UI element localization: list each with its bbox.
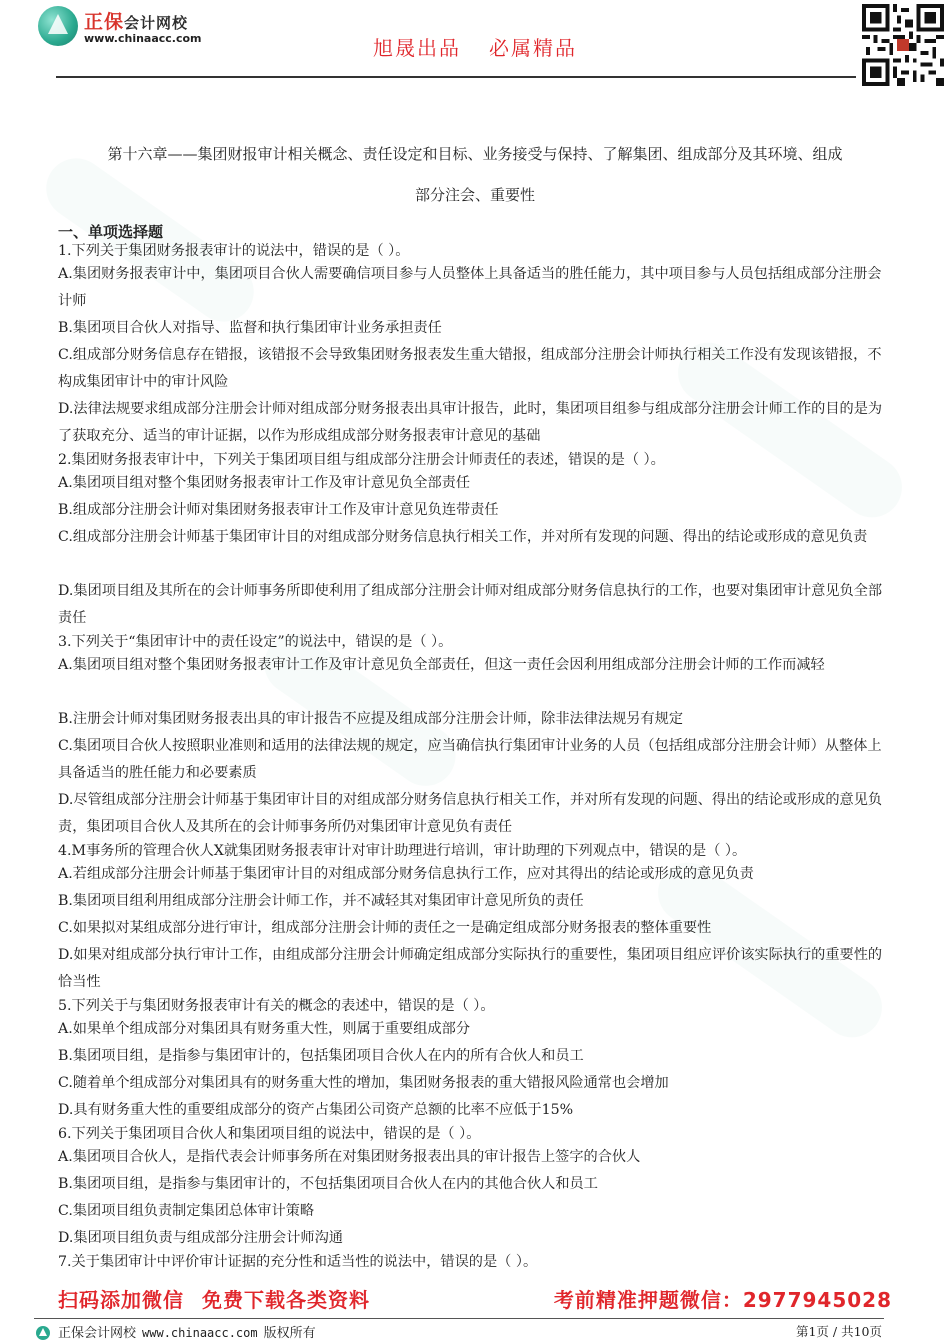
option-d: D.集团项目组负责与组成部分注册会计师沟通: [58, 1230, 343, 1246]
qr-code-icon: [862, 4, 944, 86]
option-c: C.集团项目组负责制定集团总体审计策略: [58, 1203, 315, 1219]
page-number: 第1页 / 共10页: [795, 1324, 882, 1339]
footer-logo-icon: [34, 1323, 54, 1341]
footer-rights: 版权所有: [263, 1326, 316, 1341]
promo-left: [58, 1284, 370, 1313]
footer-copyright: [58, 1322, 316, 1341]
question-stem: 2.集团财务报表审计中，下列关于集团项目组与组成部分注册会计师责任的表述，错误的是（ ）。: [58, 452, 665, 468]
chapter-title-line-2: 部分注会、重要性: [414, 186, 535, 204]
option-b: B.集团项目合伙人对指导、监督和执行集团审计业务承担责任: [58, 320, 442, 336]
question-4: [58, 841, 888, 996]
question-list: [58, 223, 888, 1272]
question-2: [58, 450, 888, 632]
logo-url: www.chinaacc.com: [84, 32, 202, 45]
question-stem: 4.M事务所的管理合伙人X就集团财务报表审计对审计助理进行培训，审计助理的下列观点中，错误的是（ ）。: [58, 843, 747, 859]
option-d: D.尽管组成部分注册会计师基于集团审计目的对组成部分财务信息执行相关工作，并对所有发现的问题、得出的结论或形成的意见负责，集团项目合伙人及其所在的会计师事务所仍对集团审计意见负有责任: [58, 792, 883, 835]
slogan-part-1: 旭晟出品: [373, 36, 461, 60]
option-b: B.组成部分注册会计师对集团财务报表审计工作及审计意见负连带责任: [58, 502, 499, 518]
promo-scan-text: 扫码添加微信: [58, 1288, 184, 1312]
option-a: A.如果单个组成部分对集团具有财务重大性，则属于重要组成部分: [58, 1021, 471, 1037]
option-d: D.具有财务重大性的重要组成部分的资产占集团公司资产总额的比率不应低于15%: [58, 1102, 574, 1118]
question-stem: 1.下列关于集团财务报表审计的说法中，错误的是（ ）。: [58, 243, 410, 259]
option-c: C.如果拟对某组成部分进行审计，组成部分注册会计师的责任之一是确定组成部分财务报表的整体重要性: [58, 920, 712, 936]
option-c: C.集团项目合伙人按照职业准则和适用的法律法规的规定，应当确信执行集团审计业务的人员（包括组成部分注册会计师）从整体上具备适当的胜任能力和必要素质: [58, 738, 882, 781]
option-a: A.集团项目组对整个集团财务报表审计工作及审计意见负全部责任，但这一责任会因利用组成部分注册会计师的工作而减轻: [58, 657, 825, 673]
question-1: [58, 241, 888, 450]
option-b: B.注册会计师对集团财务报表出具的审计报告不应提及组成部分注册会计师，除非法律法规另有规定: [58, 711, 684, 727]
question-5: [58, 996, 888, 1124]
promo-banner: [0, 1284, 950, 1314]
option-d: D.如果对组成部分执行审计工作，由组成部分注册会计师确定组成部分实际执行的重要性，集团项目组应评价该实际执行的重要性的恰当性: [58, 947, 883, 990]
option-b: B.集团项目组，是指参与集团审计的，不包括集团项目合伙人在内的其他合伙人和员工: [58, 1176, 598, 1192]
footer-url[interactable]: www.chinaacc.com: [142, 1326, 258, 1340]
page-footer: [0, 1318, 950, 1344]
logo-name: 正保: [84, 11, 125, 33]
option-c: C.随着单个组成部分对集团具有的财务重大性的增加，集团财务报表的重大错报风险通常也会增加: [58, 1075, 669, 1091]
option-b: B.集团项目组利用组成部分注册会计师工作，并不减轻其对集团审计意见所负的责任: [58, 893, 584, 909]
option-d: D.法律法规要求组成部分注册会计师对组成部分财务报表出具审计报告，此时，集团项目组参与组成部分注册会计师工作的目的是为了获取充分、适当的审计证据，以作为形成组成部分财务报表审计意见的基础: [58, 401, 883, 444]
slogan: [0, 32, 950, 61]
section-heading: 一、单项选择题: [58, 223, 164, 241]
option-a: A.集团项目组对整个集团财务报表审计工作及审计意见负全部责任: [58, 475, 471, 491]
option-d: D.集团项目组及其所在的会计师事务所即使利用了组成部分注册会计师对组成部分财务信息执行的工作，也要对集团审计意见负全部责任: [58, 583, 883, 626]
footer-divider: [34, 1318, 884, 1319]
option-a: A.集团财务报表审计中，集团项目合伙人需要确信项目参与人员整体上具备适当的胜任能力，其中项目参与人员包括组成部分注册会计师: [58, 266, 882, 309]
option-a: A.若组成部分注册会计师基于集团审计目的对组成部分财务信息执行工作，应对其得出的结论或形成的意见负责: [58, 866, 754, 882]
option-c: C.组成部分注册会计师基于集团审计目的对组成部分财务信息执行相关工作，并对所有发现的问题、得出的结论或形成的意见负责: [58, 529, 868, 545]
option-c: C.组成部分财务信息存在错报，该错报不会导致集团财务报表发生重大错报，组成部分注册会计师执行相关工作没有发现该错报，不构成集团审计中的审计风险: [58, 347, 882, 390]
question-7: [58, 1252, 888, 1272]
question-stem: 5.下列关于与集团财务报表审计有关的概念的表述中，错误的是（ ）。: [58, 998, 495, 1014]
chapter-title-line-1: 第十六章——集团财报审计相关概念、责任设定和目标、业务接受与保持、了解集团、组成部分及其环境、组成: [107, 145, 843, 163]
question-6: [58, 1124, 888, 1252]
slogan-part-2: 必属精品: [489, 36, 577, 60]
logo-text: [84, 7, 188, 34]
header-divider: [56, 76, 856, 78]
promo-download-text: 免费下载各类资料: [202, 1288, 370, 1312]
promo-wechat-text: 考前精准押题微信：2977945028: [553, 1288, 892, 1312]
footer-brand: 正保会计网校: [58, 1326, 137, 1341]
question-stem: 3.下列关于“集团审计中的责任设定”的说法中，错误的是（ ）。: [58, 634, 453, 650]
page-header: [0, 0, 950, 80]
option-b: B.集团项目组，是指参与集团审计的，包括集团项目合伙人在内的所有合伙人和员工: [58, 1048, 584, 1064]
logo-sub: 会计网校: [124, 14, 189, 32]
question-stem: 7.关于集团审计中评价审计证据的充分性和适当性的说法中，错误的是（ ）。: [58, 1254, 538, 1270]
question-stem: 6.下列关于集团项目合伙人和集团项目组的说法中，错误的是（ ）。: [58, 1126, 481, 1142]
question-3: [58, 632, 888, 841]
option-a: A.集团项目合伙人，是指代表会计师事务所在对集团财务报表出具的审计报告上签字的合伙人: [58, 1149, 641, 1165]
